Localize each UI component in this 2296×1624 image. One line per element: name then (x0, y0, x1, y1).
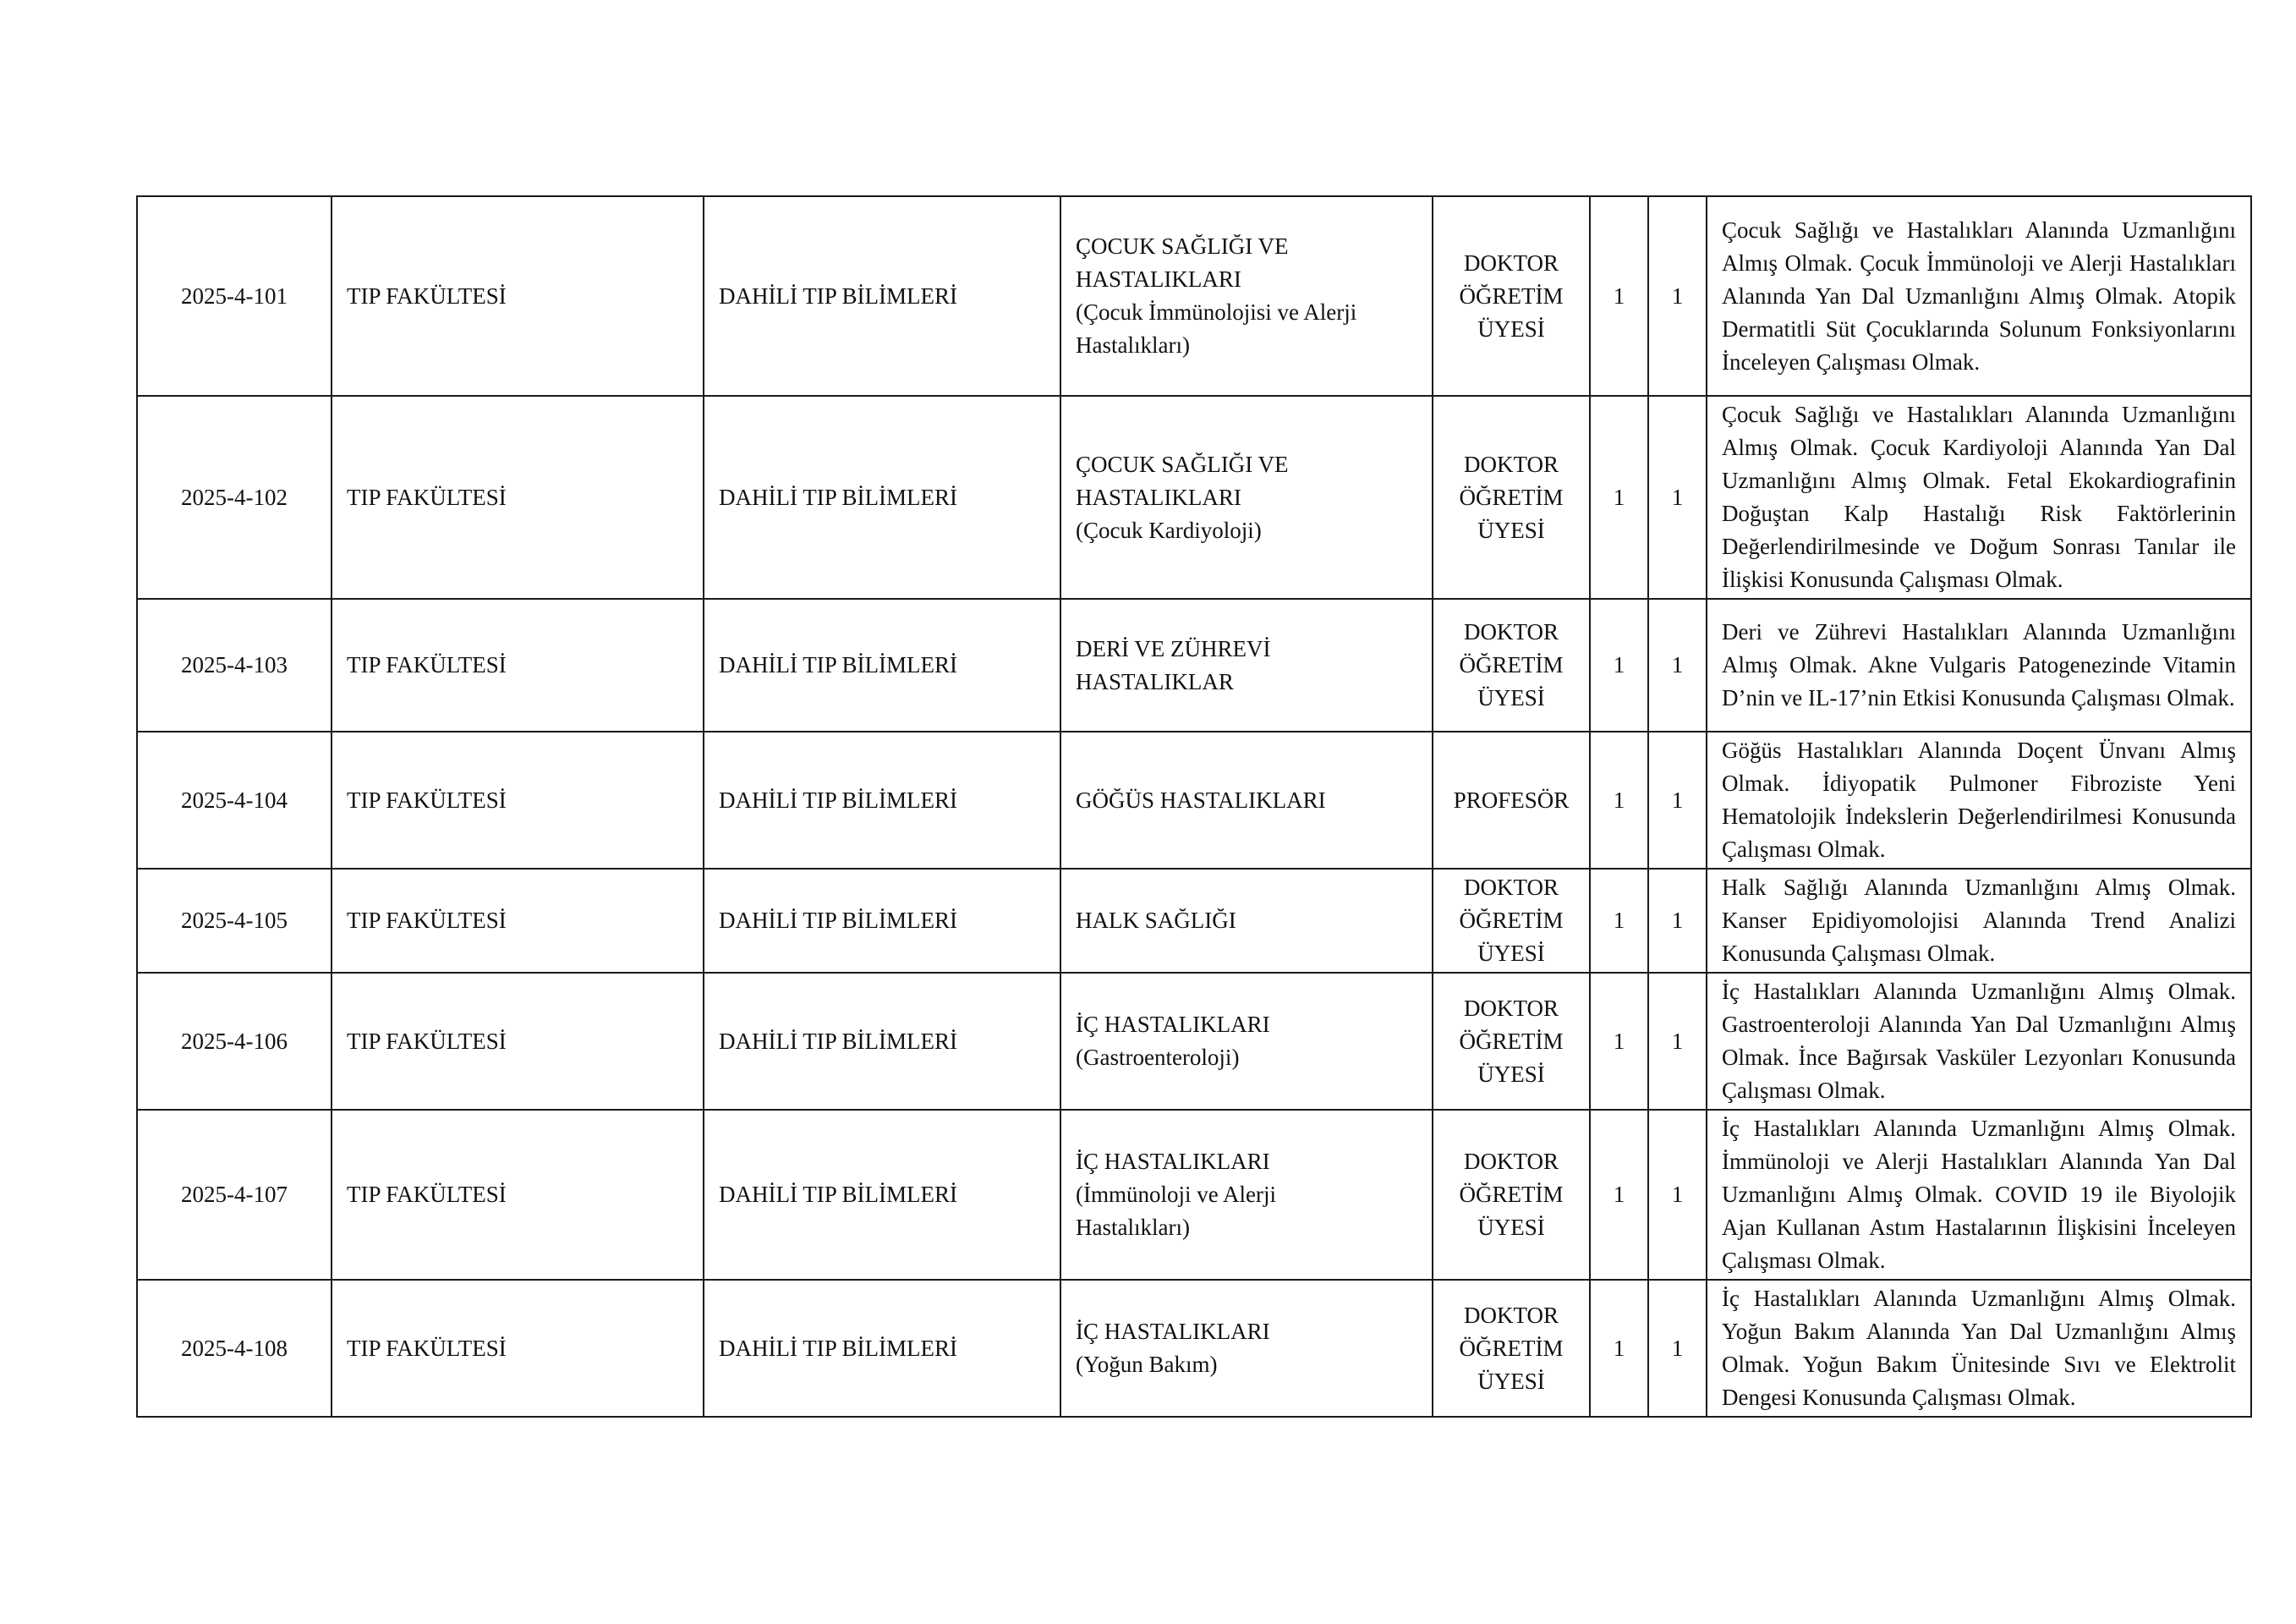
academic-title (1433, 732, 1590, 869)
department-name: DAHİLİ TIP BİLİMLERİ (704, 196, 1060, 396)
table-row (137, 1280, 2251, 1417)
academic-title (1433, 869, 1590, 973)
position-count: 1 (1590, 1110, 1648, 1280)
position-code: 2025-4-104 (137, 732, 332, 869)
position-count-secondary: 1 (1648, 1110, 1707, 1280)
requirements-text: Deri ve Zührevi Hastalıkları Alanında Uzmanlığını Almış Olmak. Akne Vulgaris Patogenezinde Vitamin D’nin ve IL-17’nin Etkisi Konusunda Çalışması Olmak. (1707, 599, 2251, 732)
academic-title (1433, 396, 1590, 599)
position-code: 2025-4-103 (137, 599, 332, 732)
requirements-text: Çocuk Sağlığı ve Hastalıkları Alanında Uzmanlığını Almış Olmak. Çocuk Kardiyoloji Alanında Yan Dal Uzmanlığını Almış Olmak. Fetal Ekokardiografinin Doğuştan Kalp Hastalığı Risk Faktörlerinin Değerlendirilmesinde ve Doğum Sonrası Tanılar ile İlişkisi Konusunda Çalışması Olmak. (1707, 396, 2251, 599)
faculty-name: TIP FAKÜLTESİ (332, 973, 704, 1110)
academic-title-line: PROFESÖR (1453, 787, 1570, 813)
section-name-line: HASTALIKLAR (1076, 668, 1234, 694)
section-name (1060, 599, 1433, 732)
department-name: DAHİLİ TIP BİLİMLERİ (704, 973, 1060, 1110)
academic-title-line: DOKTOR (1463, 250, 1559, 276)
faculty-name: TIP FAKÜLTESİ (332, 599, 704, 732)
academic-title-line: ÜYESİ (1477, 941, 1545, 966)
section-name-line: DERİ VE ZÜHREVİ (1076, 635, 1271, 661)
positions-table (136, 195, 2252, 1418)
faculty-name: TIP FAKÜLTESİ (332, 396, 704, 599)
table-row (137, 1110, 2251, 1280)
position-code: 2025-4-108 (137, 1280, 332, 1417)
section-name-line: GÖĞÜS HASTALIKLARI (1076, 787, 1326, 813)
department-name: DAHİLİ TIP BİLİMLERİ (704, 396, 1060, 599)
department-name: DAHİLİ TIP BİLİMLERİ (704, 1110, 1060, 1280)
academic-title (1433, 1280, 1590, 1417)
academic-title-line: ÖĞRETİM (1459, 1335, 1564, 1361)
faculty-name: TIP FAKÜLTESİ (332, 869, 704, 973)
section-name-line: (Çocuk İmmünolojisi ve Alerji (1076, 299, 1357, 325)
requirements-text: İç Hastalıkları Alanında Uzmanlığını Almış Olmak. Gastroenteroloji Alanında Yan Dal Uzmanlığını Almış Olmak. İnce Bağırsak Vasküler Lezyonları Konusunda Çalışması Olmak. (1707, 973, 2251, 1110)
section-name (1060, 1110, 1433, 1280)
academic-title (1433, 1110, 1590, 1280)
position-count-secondary: 1 (1648, 1280, 1707, 1417)
section-name-line: HASTALIKLARI (1076, 484, 1241, 510)
academic-title (1433, 599, 1590, 732)
section-name-line: Hastalıkları) (1076, 1215, 1190, 1240)
academic-title-line: ÜYESİ (1477, 315, 1545, 342)
academic-title-line: ÜYESİ (1477, 1061, 1545, 1087)
position-count-secondary: 1 (1648, 869, 1707, 973)
requirements-text: Çocuk Sağlığı ve Hastalıkları Alanında Uzmanlığını Almış Olmak. Çocuk İmmünoloji ve Alerji Hastalıkları Alanında Yan Dal Uzmanlığını Almış Olmak. Atopik Dermatitli Süt Çocuklarında Solunum Fonksiyonlarını İnceleyen Çalışması Olmak. (1707, 196, 2251, 396)
academic-title-line: ÖĞRETİM (1459, 1028, 1564, 1054)
section-name-line: ÇOCUK SAĞLIĞI VE (1076, 451, 1289, 477)
table-row (137, 599, 2251, 732)
table-row (137, 732, 2251, 869)
section-name-line: (Gastroenteroloji) (1076, 1045, 1240, 1070)
section-name-line: Hastalıkları) (1076, 332, 1190, 358)
section-name-line: (Çocuk Kardiyoloji) (1076, 517, 1262, 543)
requirements-text: Göğüs Hastalıkları Alanında Doçent Ünvanı Almış Olmak. İdiyopatik Pulmoner Fibroziste Yeni Hematolojik İndekslerin Değerlendirilmesi Konusunda Çalışması Olmak. (1707, 732, 2251, 869)
section-name-line: HASTALIKLARI (1076, 266, 1241, 292)
requirements-text: İç Hastalıkları Alanında Uzmanlığını Almış Olmak. İmmünoloji ve Alerji Hastalıkları Alanında Yan Dal Uzmanlığını Almış Olmak. COVID 19 ile Biyolojik Ajan Kullanan Astım Hastalarının İlişkisini İnceleyen Çalışması Olmak. (1707, 1110, 2251, 1280)
department-name: DAHİLİ TIP BİLİMLERİ (704, 732, 1060, 869)
position-count-secondary: 1 (1648, 196, 1707, 396)
section-name-line: (Yoğun Bakım) (1076, 1352, 1218, 1377)
table-row (137, 869, 2251, 973)
position-count-secondary: 1 (1648, 973, 1707, 1110)
position-count: 1 (1590, 599, 1648, 732)
department-name: DAHİLİ TIP BİLİMLERİ (704, 1280, 1060, 1417)
table-row (137, 973, 2251, 1110)
faculty-name: TIP FAKÜLTESİ (332, 1280, 704, 1417)
position-count-secondary: 1 (1648, 732, 1707, 869)
academic-title-line: ÜYESİ (1477, 1368, 1545, 1394)
section-name-line: İÇ HASTALIKLARI (1076, 1319, 1270, 1344)
section-name-line: İÇ HASTALIKLARI (1076, 1012, 1270, 1037)
position-count: 1 (1590, 1280, 1648, 1417)
position-count-secondary: 1 (1648, 396, 1707, 599)
academic-title (1433, 973, 1590, 1110)
requirements-text: İç Hastalıkları Alanında Uzmanlığını Almış Olmak. Yoğun Bakım Alanında Yan Dal Uzmanlığını Almış Olmak. Yoğun Bakım Ünitesinde Sıvı ve Elektrolit Dengesi Konusunda Çalışması Olmak. (1707, 1280, 2251, 1417)
academic-title-line: ÖĞRETİM (1459, 652, 1564, 678)
academic-title-line: ÜYESİ (1477, 685, 1545, 710)
position-count-secondary: 1 (1648, 599, 1707, 732)
section-name-line: ÇOCUK SAĞLIĞI VE (1076, 233, 1289, 259)
academic-title-line: DOKTOR (1463, 875, 1559, 900)
section-name (1060, 973, 1433, 1110)
academic-title-line: DOKTOR (1463, 1302, 1559, 1328)
section-name (1060, 196, 1433, 396)
section-name (1060, 1280, 1433, 1417)
faculty-name: TIP FAKÜLTESİ (332, 196, 704, 396)
position-code: 2025-4-106 (137, 973, 332, 1110)
academic-title (1433, 196, 1590, 396)
requirements-text: Halk Sağlığı Alanında Uzmanlığını Almış Olmak. Kanser Epidiyomolojisi Alanında Trend Analizi Konusunda Çalışması Olmak. (1707, 869, 2251, 973)
table-row (137, 396, 2251, 599)
table-body (137, 196, 2251, 1417)
table-row (137, 196, 2251, 396)
section-name-line: İÇ HASTALIKLARI (1076, 1149, 1270, 1174)
position-code: 2025-4-107 (137, 1110, 332, 1280)
section-name-line: HALK SAĞLIĞI (1076, 908, 1236, 933)
position-code: 2025-4-102 (137, 396, 332, 599)
academic-title-line: ÖĞRETİM (1459, 283, 1564, 309)
faculty-name: TIP FAKÜLTESİ (332, 1110, 704, 1280)
position-count: 1 (1590, 973, 1648, 1110)
faculty-name: TIP FAKÜLTESİ (332, 732, 704, 869)
position-count: 1 (1590, 396, 1648, 599)
academic-title-line: ÜYESİ (1477, 1215, 1545, 1240)
academic-title-line: DOKTOR (1463, 451, 1559, 477)
department-name: DAHİLİ TIP BİLİMLERİ (704, 869, 1060, 973)
department-name: DAHİLİ TIP BİLİMLERİ (704, 599, 1060, 732)
academic-title-line: DOKTOR (1463, 619, 1559, 645)
academic-title-line: DOKTOR (1463, 1149, 1559, 1174)
position-count: 1 (1590, 869, 1648, 973)
position-code: 2025-4-105 (137, 869, 332, 973)
academic-title-line: ÖĞRETİM (1459, 908, 1564, 933)
academic-title-line: ÖĞRETİM (1459, 484, 1564, 510)
section-name-line: (İmmünoloji ve Alerji (1076, 1182, 1276, 1207)
position-code: 2025-4-101 (137, 196, 332, 396)
position-count: 1 (1590, 732, 1648, 869)
position-count: 1 (1590, 196, 1648, 396)
section-name (1060, 869, 1433, 973)
academic-title-line: ÖĞRETİM (1459, 1182, 1564, 1207)
academic-title-line: DOKTOR (1463, 995, 1559, 1021)
academic-title-line: ÜYESİ (1477, 517, 1545, 543)
section-name (1060, 732, 1433, 869)
section-name (1060, 396, 1433, 599)
